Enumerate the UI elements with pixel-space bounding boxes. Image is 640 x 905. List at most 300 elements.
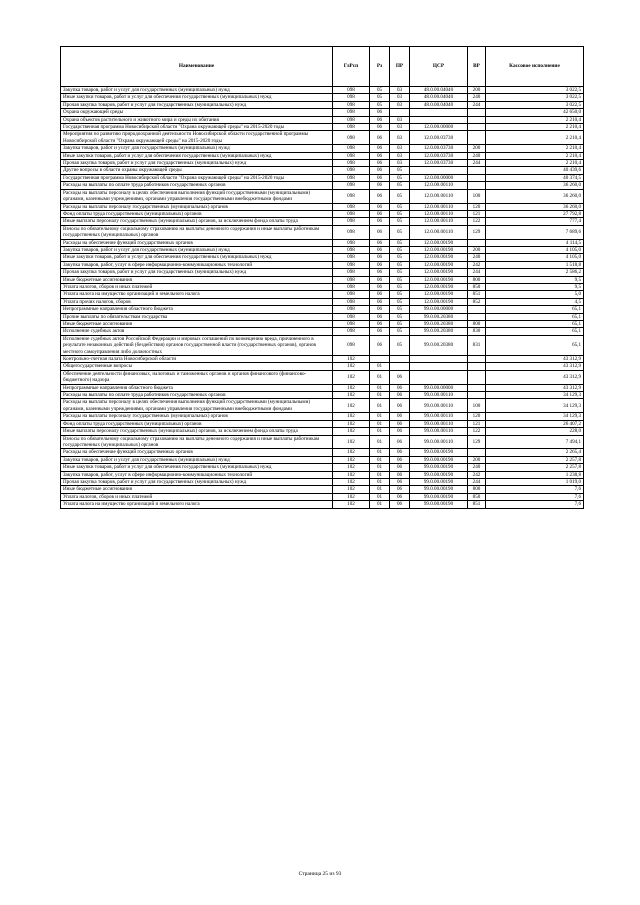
cell-rz: 05 — [370, 101, 390, 108]
cell-name: Расходы на выплаты по оплате труда работников государственных органов — [61, 392, 333, 399]
table-row — [61, 94, 584, 101]
cell-csr: 12.0.00.03730 — [410, 145, 468, 152]
cell-rz: 06 — [370, 131, 390, 145]
cell-pr: 06 — [390, 449, 410, 456]
cell-glrsp: 098 — [333, 246, 370, 253]
cell-glrsp: 098 — [333, 210, 370, 217]
cell-csr: 99.0.00.00190 — [410, 471, 468, 478]
cell-csr: 12.0.00.00190 — [410, 261, 468, 268]
cell-glrsp: 102 — [333, 478, 370, 485]
cell-name: Исполнение судебных актов — [61, 328, 333, 335]
cell-name: Фонд оплаты труда государственных (муниципальных) органов — [61, 420, 333, 427]
cell-amount: 65,1 — [486, 335, 584, 355]
cell-csr: 12.0.00.00110 — [410, 210, 468, 217]
cell-pr: 06 — [390, 456, 410, 463]
cell-csr: 12.0.00.00190 — [410, 283, 468, 290]
cell-glrsp: 102 — [333, 486, 370, 493]
cell-vr: 200 — [468, 87, 486, 94]
cell-name: Другие вопросы в области охраны окружающей среды — [61, 167, 333, 174]
cell-amount: 1 238,8 — [486, 471, 584, 478]
cell-pr: 05 — [390, 203, 410, 210]
cell-rz: 05 — [370, 94, 390, 101]
header-amount: Кассовое исполнение — [486, 47, 584, 87]
cell-pr: 03 — [390, 94, 410, 101]
cell-pr: 03 — [390, 131, 410, 145]
cell-csr: 12.0.00.03730 — [410, 160, 468, 167]
cell-rz: 06 — [370, 239, 390, 246]
cell-glrsp: 098 — [333, 276, 370, 283]
cell-glrsp: 102 — [333, 384, 370, 391]
cell-rz: 06 — [370, 182, 390, 189]
table-row — [61, 254, 584, 261]
cell-amount: 2 210,4 — [486, 160, 584, 167]
cell-glrsp: 098 — [333, 160, 370, 167]
cell-name: Иные закупки товаров, работ и услуг для обеспечения государственных (муниципальных) нужд — [61, 94, 333, 101]
cell-vr: 242 — [468, 471, 486, 478]
cell-csr: 12.0.00.00110 — [410, 218, 468, 225]
cell-vr: 851 — [468, 291, 486, 298]
cell-rz: 06 — [370, 218, 390, 225]
cell-csr: 99.0.00.00110 — [410, 413, 468, 420]
cell-rz: 06 — [370, 116, 390, 123]
cell-amount: 228,0 — [486, 428, 584, 435]
cell-pr: 05 — [390, 167, 410, 174]
cell-glrsp: 102 — [333, 449, 370, 456]
cell-csr: 48.0.00.04040 — [410, 94, 468, 101]
cell-pr: 06 — [390, 428, 410, 435]
table-row — [61, 420, 584, 427]
cell-name: Закупка товаров, работ и услуг для государственных (муниципальных) нужд — [61, 145, 333, 152]
cell-name: Закупка товаров, работ, услуг в сфере информационно-коммуникационных технологий — [61, 471, 333, 478]
cell-csr: 99.0.00.00190 — [410, 464, 468, 471]
cell-amount: 3 022,5 — [486, 94, 584, 101]
cell-rz: 06 — [370, 152, 390, 159]
cell-csr: 99.0.00.20380 — [410, 328, 468, 335]
cell-csr: 12.0.00.00190 — [410, 298, 468, 305]
cell-vr — [468, 116, 486, 123]
header-glrsp: ГлРсп — [333, 47, 370, 87]
cell-amount: 2 210,4 — [486, 131, 584, 145]
cell-vr: 240 — [468, 152, 486, 159]
cell-rz: 06 — [370, 328, 390, 335]
cell-glrsp: 098 — [333, 182, 370, 189]
cell-vr — [468, 356, 486, 363]
cell-amount: 65,1 — [486, 328, 584, 335]
cell-pr: 06 — [390, 370, 410, 384]
table-row — [61, 392, 584, 399]
table-row — [61, 363, 584, 370]
cell-amount: 9,5 — [486, 283, 584, 290]
table-row — [61, 124, 584, 131]
cell-csr: 12.0.00.00190 — [410, 291, 468, 298]
cell-rz: 01 — [370, 392, 390, 399]
cell-amount: 2 210,4 — [486, 152, 584, 159]
table-row — [61, 210, 584, 217]
cell-pr: 03 — [390, 101, 410, 108]
cell-pr: 03 — [390, 124, 410, 131]
cell-name: Непрограммные направления областного бюджета — [61, 384, 333, 391]
cell-amount: 7 494,1 — [486, 435, 584, 449]
cell-name: Прочая закупка товаров, работ и услуг для государственных (муниципальных) нужд — [61, 160, 333, 167]
table-row — [61, 313, 584, 320]
cell-glrsp: 098 — [333, 261, 370, 268]
header-name: Наименование — [61, 47, 333, 87]
cell-pr: 05 — [390, 306, 410, 313]
table-row — [61, 356, 584, 363]
cell-glrsp: 098 — [333, 167, 370, 174]
cell-rz: 06 — [370, 298, 390, 305]
cell-rz: 06 — [370, 276, 390, 283]
cell-vr: 100 — [468, 399, 486, 413]
cell-vr: 122 — [468, 428, 486, 435]
cell-amount: 43 312,9 — [486, 356, 584, 363]
cell-pr: 05 — [390, 335, 410, 355]
cell-name: Закупка товаров, работ, услуг в сфере информационно-коммуникационных технологий — [61, 261, 333, 268]
cell-rz — [370, 356, 390, 363]
cell-csr: 99.0.00.00190 — [410, 493, 468, 500]
cell-rz: 06 — [370, 283, 390, 290]
cell-vr: 240 — [468, 254, 486, 261]
cell-amount: 7,6 — [486, 493, 584, 500]
cell-rz: 01 — [370, 471, 390, 478]
cell-pr: 06 — [390, 501, 410, 508]
cell-name: Контрольно-счетная палата Новосибирской области — [61, 356, 333, 363]
cell-rz: 01 — [370, 428, 390, 435]
cell-glrsp: 102 — [333, 493, 370, 500]
cell-amount: 2 257,8 — [486, 456, 584, 463]
table-row — [61, 203, 584, 210]
cell-pr: 05 — [390, 218, 410, 225]
cell-name: Государственная программа Новосибирской области "Охрана окружающей среды" на 2015-2020 годы — [61, 174, 333, 181]
cell-name: Закупка товаров, работ и услуг для государственных (муниципальных) нужд — [61, 87, 333, 94]
cell-name: Закупка товаров, работ и услуг для государственных (муниципальных) нужд — [61, 456, 333, 463]
cell-rz: 01 — [370, 456, 390, 463]
cell-glrsp: 098 — [333, 321, 370, 328]
cell-glrsp: 102 — [333, 501, 370, 508]
cell-csr: 99.0.00.00110 — [410, 392, 468, 399]
cell-name: Расходы на обеспечение функций государственных органов — [61, 239, 333, 246]
cell-vr: 852 — [468, 298, 486, 305]
table-row — [61, 321, 584, 328]
cell-vr: 129 — [468, 435, 486, 449]
cell-rz: 06 — [370, 254, 390, 261]
table-row — [61, 269, 584, 276]
cell-rz: 06 — [370, 124, 390, 131]
cell-vr — [468, 363, 486, 370]
cell-glrsp: 098 — [333, 291, 370, 298]
cell-csr: 99.0.00.20380 — [410, 313, 468, 320]
cell-pr: 06 — [390, 413, 410, 420]
cell-csr: 12.0.00.00190 — [410, 239, 468, 246]
cell-amount: 65,1 — [486, 313, 584, 320]
table-row — [61, 174, 584, 181]
cell-pr: 05 — [390, 298, 410, 305]
cell-glrsp: 098 — [333, 145, 370, 152]
cell-name: Расходы на обеспечение функций государственных органов — [61, 449, 333, 456]
cell-csr — [410, 167, 468, 174]
cell-csr: 12.0.00.00190 — [410, 246, 468, 253]
cell-name: Иные бюджетные ассигнования — [61, 486, 333, 493]
cell-glrsp: 098 — [333, 269, 370, 276]
cell-vr: 830 — [468, 328, 486, 335]
cell-vr: 100 — [468, 189, 486, 203]
cell-amount: 2 210,4 — [486, 116, 584, 123]
cell-rz: 06 — [370, 174, 390, 181]
table-row — [61, 167, 584, 174]
cell-csr: 99.0.00.00110 — [410, 435, 468, 449]
cell-glrsp: 098 — [333, 335, 370, 355]
cell-name: Прочая закупка товаров, работ и услуг для государственных (муниципальных) нужд — [61, 269, 333, 276]
cell-rz: 01 — [370, 413, 390, 420]
cell-amount: 5,0 — [486, 291, 584, 298]
cell-vr — [468, 370, 486, 384]
cell-pr: 05 — [390, 182, 410, 189]
cell-pr: 05 — [390, 283, 410, 290]
cell-glrsp: 102 — [333, 370, 370, 384]
cell-glrsp: 098 — [333, 87, 370, 94]
cell-csr: 12.0.00.03730 — [410, 152, 468, 159]
header-csr: ЦСР — [410, 47, 468, 87]
cell-pr: 06 — [390, 486, 410, 493]
cell-vr: 244 — [468, 269, 486, 276]
cell-name: Закупка товаров, работ и услуг для государственных (муниципальных) нужд — [61, 246, 333, 253]
cell-pr: 05 — [390, 246, 410, 253]
cell-vr: 240 — [468, 94, 486, 101]
cell-csr — [410, 363, 468, 370]
cell-pr: 06 — [390, 392, 410, 399]
table-row — [61, 283, 584, 290]
cell-rz: 01 — [370, 493, 390, 500]
cell-csr: 12.0.00.00190 — [410, 276, 468, 283]
table-row — [61, 145, 584, 152]
cell-pr: 05 — [390, 261, 410, 268]
cell-amount: 42 650,0 — [486, 109, 584, 116]
cell-rz: 06 — [370, 145, 390, 152]
cell-name: Обеспечение деятельности финансовых, налоговых и таможенных органов и органов финансового (финансово-бюджетного) надзора — [61, 370, 333, 384]
cell-amount: 3 022,5 — [486, 87, 584, 94]
table-row — [61, 456, 584, 463]
cell-vr: 831 — [468, 335, 486, 355]
table-row — [61, 449, 584, 456]
cell-amount: 26 407,2 — [486, 420, 584, 427]
cell-glrsp: 102 — [333, 399, 370, 413]
cell-vr — [468, 239, 486, 246]
cell-glrsp: 098 — [333, 124, 370, 131]
cell-glrsp: 102 — [333, 420, 370, 427]
cell-vr: 121 — [468, 210, 486, 217]
cell-vr: 240 — [468, 464, 486, 471]
cell-name: Иные бюджетные ассигнования — [61, 276, 333, 283]
cell-rz: 06 — [370, 225, 390, 239]
cell-name: Расходы на выплаты по оплате труда работников государственных органов — [61, 182, 333, 189]
cell-pr — [390, 363, 410, 370]
cell-pr: 05 — [390, 276, 410, 283]
table-row — [61, 152, 584, 159]
cell-amount: 34 129,3 — [486, 392, 584, 399]
cell-vr: 121 — [468, 420, 486, 427]
cell-glrsp: 098 — [333, 254, 370, 261]
cell-name: Иные бюджетные ассигнования — [61, 321, 333, 328]
cell-name: Иные выплаты персоналу государственных (муниципальных) органов, за исключением фонда оплаты труда — [61, 428, 333, 435]
cell-name: Уплата налога на имущество организаций и земельного налога — [61, 501, 333, 508]
cell-csr: 48.0.00.04040 — [410, 101, 468, 108]
cell-rz: 06 — [370, 335, 390, 355]
cell-csr — [410, 356, 468, 363]
cell-name: Государственная программа Новосибирской области "Охрана окружающей среды" на 2015-2020 годы — [61, 124, 333, 131]
cell-name: Уплата налогов, сборов и иных платежей — [61, 493, 333, 500]
cell-rz: 01 — [370, 501, 390, 508]
cell-glrsp: 098 — [333, 101, 370, 108]
cell-rz: 06 — [370, 291, 390, 298]
cell-amount: 34 129,3 — [486, 399, 584, 413]
cell-vr: 244 — [468, 101, 486, 108]
cell-glrsp: 098 — [333, 116, 370, 123]
cell-amount: 43 312,9 — [486, 370, 584, 384]
cell-amount: 36 260,0 — [486, 203, 584, 210]
cell-vr — [468, 182, 486, 189]
cell-glrsp: 098 — [333, 225, 370, 239]
cell-amount: 4 105,0 — [486, 254, 584, 261]
cell-amount: 2 257,8 — [486, 464, 584, 471]
cell-amount: 40 439,6 — [486, 167, 584, 174]
cell-csr — [410, 370, 468, 384]
cell-amount: 2 586,2 — [486, 269, 584, 276]
cell-csr: 99.0.00.00190 — [410, 501, 468, 508]
cell-name: Исполнение судебных актов Российской Федерации и мировых соглашений по возмещению вреда, причиненного в результате незаконных действий (бездействия) органов государственной власти (государственных органов), органов местного самоуправления либо должностных — [61, 335, 333, 355]
table-row — [61, 486, 584, 493]
cell-pr: 05 — [390, 291, 410, 298]
cell-csr: 99.0.00.00190 — [410, 478, 468, 485]
cell-rz: 01 — [370, 478, 390, 485]
cell-glrsp: 098 — [333, 239, 370, 246]
cell-rz: 06 — [370, 261, 390, 268]
cell-csr: 12.0.00.00000 — [410, 174, 468, 181]
cell-vr: 851 — [468, 501, 486, 508]
cell-glrsp: 102 — [333, 428, 370, 435]
cell-pr: 03 — [390, 152, 410, 159]
cell-csr: 12.0.00.00110 — [410, 189, 468, 203]
cell-glrsp: 102 — [333, 435, 370, 449]
cell-vr — [468, 124, 486, 131]
cell-csr: 99.0.00.00110 — [410, 399, 468, 413]
cell-amount: 4,5 — [486, 298, 584, 305]
cell-rz: 01 — [370, 370, 390, 384]
cell-name: Иные закупки товаров, работ и услуг для обеспечения государственных (муниципальных) нужд — [61, 152, 333, 159]
cell-amount: 777,4 — [486, 218, 584, 225]
cell-vr: 120 — [468, 203, 486, 210]
table-body — [61, 87, 584, 509]
cell-csr: 99.0.00.00000 — [410, 306, 468, 313]
cell-glrsp: 098 — [333, 283, 370, 290]
cell-pr: 06 — [390, 384, 410, 391]
cell-pr: 05 — [390, 313, 410, 320]
cell-name: Расходы на выплаты персоналу государственных (муниципальных) органов — [61, 413, 333, 420]
cell-amount: 4 105,0 — [486, 246, 584, 253]
budget-execution-table — [60, 46, 584, 509]
cell-glrsp: 098 — [333, 109, 370, 116]
cell-rz: 05 — [370, 87, 390, 94]
cell-amount: 27 792,8 — [486, 210, 584, 217]
cell-vr: 800 — [468, 321, 486, 328]
cell-amount: 65,1 — [486, 321, 584, 328]
cell-amount: 9,5 — [486, 276, 584, 283]
cell-glrsp: 098 — [333, 306, 370, 313]
table-row — [61, 428, 584, 435]
cell-pr: 05 — [390, 328, 410, 335]
cell-vr: 850 — [468, 493, 486, 500]
cell-name: Взносы по обязательному социальному страхованию на выплаты денежного содержания и иные выплаты работникам государственных (муниципальных) органов — [61, 225, 333, 239]
cell-name: Общегосударственные вопросы — [61, 363, 333, 370]
cell-name: Уплата прочих налогов, сборов — [61, 298, 333, 305]
cell-glrsp: 098 — [333, 94, 370, 101]
cell-csr: 99.0.00.20380 — [410, 321, 468, 328]
table-row — [61, 306, 584, 313]
cell-pr: 06 — [390, 478, 410, 485]
cell-pr: 05 — [390, 225, 410, 239]
cell-vr: 242 — [468, 261, 486, 268]
cell-amount: 34 129,3 — [486, 413, 584, 420]
cell-pr: 06 — [390, 435, 410, 449]
header-pr: ПР — [390, 47, 410, 87]
cell-glrsp: 098 — [333, 298, 370, 305]
table-row — [61, 261, 584, 268]
cell-name: Расходы на выплаты персоналу в целях обеспечения выполнения функций государственными (муниципальными) органами, казенными учреждениями, органами управления государственными внебюджетными фондами — [61, 399, 333, 413]
cell-glrsp: 098 — [333, 328, 370, 335]
table-row — [61, 328, 584, 335]
cell-csr: 48.0.00.04040 — [410, 87, 468, 94]
cell-pr: 06 — [390, 420, 410, 427]
cell-glrsp: 102 — [333, 392, 370, 399]
cell-amount: 7,6 — [486, 486, 584, 493]
cell-amount: 7 689,6 — [486, 225, 584, 239]
cell-csr: 12.0.00.00190 — [410, 269, 468, 276]
table-row — [61, 464, 584, 471]
cell-rz: 06 — [370, 321, 390, 328]
cell-name: Прочая закупка товаров, работ и услуг для государственных (муниципальных) нужд — [61, 101, 333, 108]
cell-glrsp: 098 — [333, 189, 370, 203]
cell-vr: 244 — [468, 160, 486, 167]
cell-rz: 01 — [370, 363, 390, 370]
cell-glrsp: 102 — [333, 413, 370, 420]
cell-rz: 06 — [370, 167, 390, 174]
cell-pr: 05 — [390, 269, 410, 276]
cell-csr: 12.0.00.00110 — [410, 225, 468, 239]
cell-glrsp: 102 — [333, 356, 370, 363]
cell-csr: 99.0.00.00190 — [410, 486, 468, 493]
cell-rz: 01 — [370, 449, 390, 456]
cell-csr: 99.0.00.00000 — [410, 384, 468, 391]
table-row — [61, 131, 584, 145]
cell-csr: 12.0.00.03730 — [410, 131, 468, 145]
cell-glrsp: 102 — [333, 464, 370, 471]
cell-vr — [468, 306, 486, 313]
cell-vr — [468, 131, 486, 145]
cell-name: Прочие выплаты по обязательствам государства — [61, 313, 333, 320]
cell-vr: 200 — [468, 145, 486, 152]
cell-amount: 2 210,4 — [486, 145, 584, 152]
cell-vr — [468, 384, 486, 391]
cell-glrsp: 102 — [333, 363, 370, 370]
table-row — [61, 335, 584, 355]
cell-name: Прочая закупка товаров, работ и услуг для государственных (муниципальных) нужд — [61, 478, 333, 485]
cell-csr: 99.0.00.20380 — [410, 335, 468, 355]
cell-csr: 99.0.00.00190 — [410, 456, 468, 463]
cell-rz: 06 — [370, 306, 390, 313]
cell-pr — [390, 356, 410, 363]
cell-rz: 06 — [370, 246, 390, 253]
cell-amount: 4 114,5 — [486, 239, 584, 246]
cell-vr — [468, 109, 486, 116]
